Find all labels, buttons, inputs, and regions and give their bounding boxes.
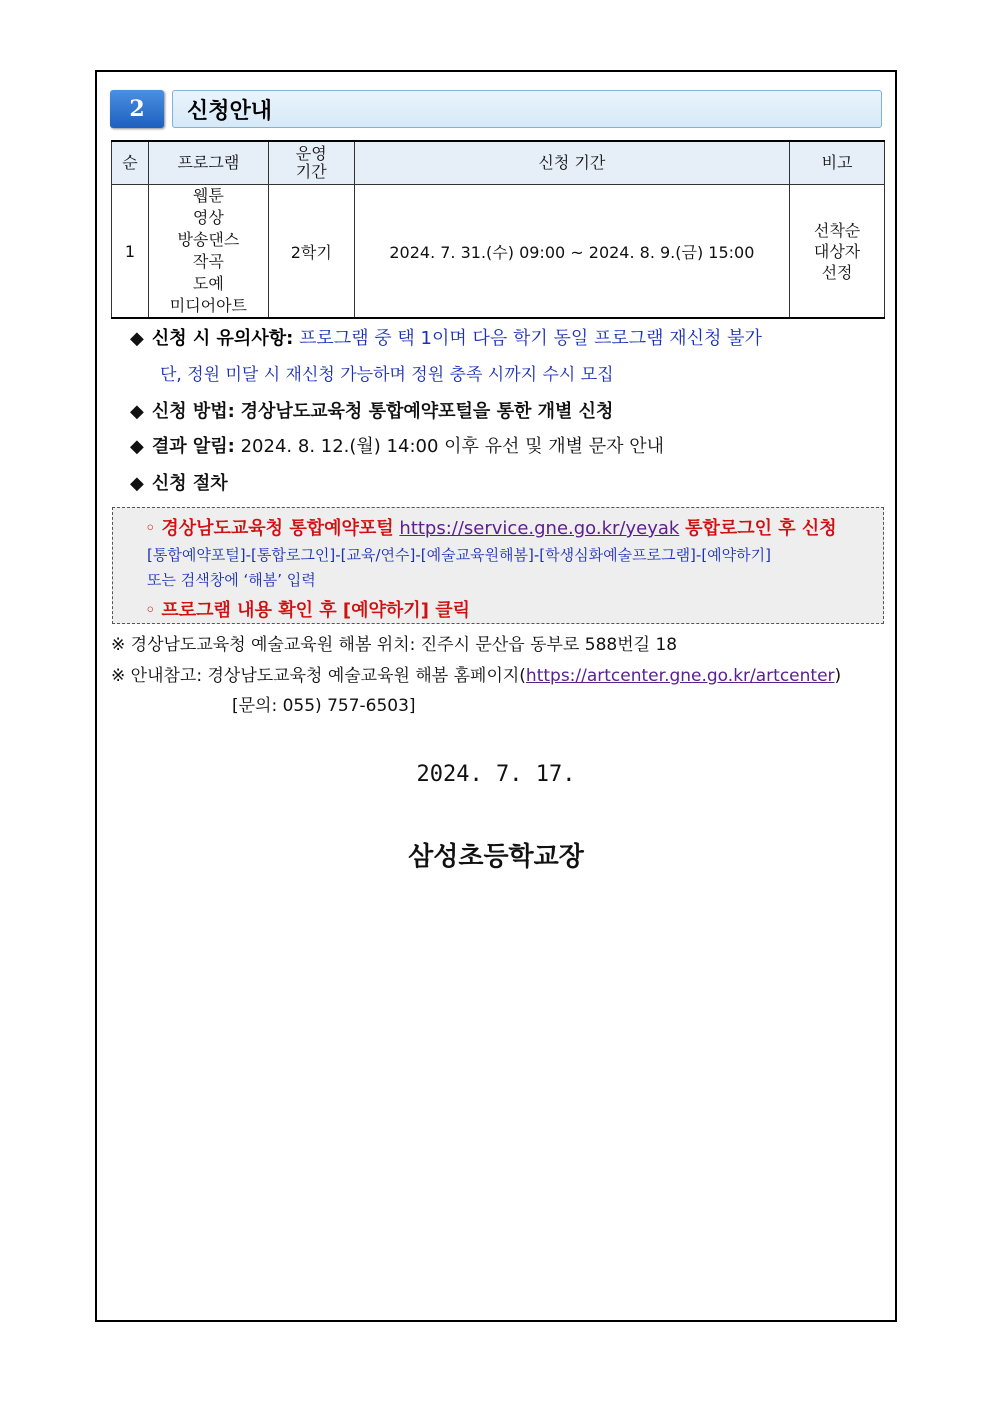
program-item: 도예 [192, 274, 224, 293]
result-text: 2024. 8. 12.(월) 14:00 이후 유선 및 개별 문자 안내 [240, 436, 665, 457]
step2-text: 프로그램 내용 확인 후 [예약하기] 클릭 [161, 600, 470, 621]
caution-sub: 단, 정원 미달 시 재신청 가능하며 정원 충족 시까지 수시 모집 [160, 365, 614, 385]
diamond-bullet-icon: ◆ [130, 401, 144, 422]
method-text: 경상남도교육청 통합예약포털을 통한 개별 신청 [240, 401, 614, 422]
procedure-step1 [145, 514, 837, 540]
guide-line [111, 661, 841, 686]
caution-line [130, 324, 762, 350]
procedure-path: [통합예약포털]-[통합로그인]-[교육/연수]-[예술교육원해봄]-[학생심화예술프로그램]-[예약하기] [147, 546, 771, 564]
header-apply: 신청 기간 [354, 141, 789, 185]
program-item: 웹툰 [192, 186, 224, 205]
cell-remark [790, 185, 885, 319]
document-date: 2024. 7. 17. [416, 762, 576, 787]
remark-line: 선착순 [813, 220, 861, 240]
header-period-bottom: 기간 [295, 162, 327, 181]
step1-suffix: 통합로그인 후 신청 [685, 518, 837, 539]
method-line [130, 397, 613, 423]
ref-mark: ※ [111, 635, 126, 655]
program-table [111, 140, 885, 319]
section-number: 2 [110, 90, 164, 128]
section-title [172, 90, 882, 128]
table-header-row [112, 141, 885, 185]
guide-suffix: ) [834, 666, 842, 686]
header-remark: 비고 [790, 141, 885, 185]
guide-prefix: 안내참고: 경상남도교육청 예술교육원 해봄 홈페이지( [130, 666, 526, 686]
result-line [130, 432, 664, 458]
ref-mark: ※ [111, 666, 126, 686]
portal-link[interactable]: https://service.gne.go.kr/yeyak [399, 518, 680, 539]
diamond-bullet-icon: ◆ [130, 473, 144, 494]
location-line [111, 630, 677, 655]
contact-line: [문의: 055) 757-6503] [232, 696, 416, 716]
signer: 삼성초등학교장 [408, 842, 584, 872]
bullet-icon: ◦ [145, 600, 156, 621]
remark-line: 대상자 [813, 241, 861, 261]
header-period-top: 운영 [295, 144, 327, 163]
header-no: 순 [112, 141, 149, 185]
method-label: 신청 방법: [151, 401, 235, 422]
program-item: 작곡 [192, 252, 224, 271]
header-program: 프로그램 [148, 141, 268, 185]
location-text: 경상남도교육청 예술교육원 해봄 위치: 진주시 문산읍 동부로 588번길 18 [130, 635, 678, 655]
program-item: 미디어아트 [169, 296, 248, 315]
procedure-step2 [145, 596, 470, 622]
diamond-bullet-icon: ◆ [130, 328, 144, 349]
procedure-label: 신청 절차 [151, 473, 228, 494]
section-title-text: 신청안내 [187, 98, 273, 124]
diamond-bullet-icon: ◆ [130, 436, 144, 457]
cell-term: 2학기 [268, 185, 354, 319]
result-label: 결과 알림: [151, 436, 235, 457]
cell-programs [148, 185, 268, 319]
remark-line: 선정 [821, 262, 853, 282]
homepage-link[interactable]: https://artcenter.gne.go.kr/artcenter [525, 666, 835, 686]
procedure-box [112, 507, 884, 624]
bullet-icon: ◦ [145, 518, 156, 539]
procedure-title-line [130, 469, 228, 495]
program-item: 영상 [192, 208, 224, 227]
procedure-search: 또는 검색창에 ‘해봄’ 입력 [147, 571, 316, 589]
program-item: 방송댄스 [177, 230, 240, 249]
cell-no: 1 [112, 185, 149, 319]
caution-text: 프로그램 중 택 1이며 다음 학기 동일 프로그램 재신청 불가 [299, 328, 762, 349]
header-period [268, 141, 354, 185]
caution-label: 신청 시 유의사항: [151, 328, 294, 349]
cell-apply-period: 2024. 7. 31.(수) 09:00 ~ 2024. 8. 9.(금) 15:00 [354, 185, 789, 319]
table-row [112, 185, 885, 319]
step1-prefix: 경상남도교육청 통합예약포털 [161, 518, 394, 539]
